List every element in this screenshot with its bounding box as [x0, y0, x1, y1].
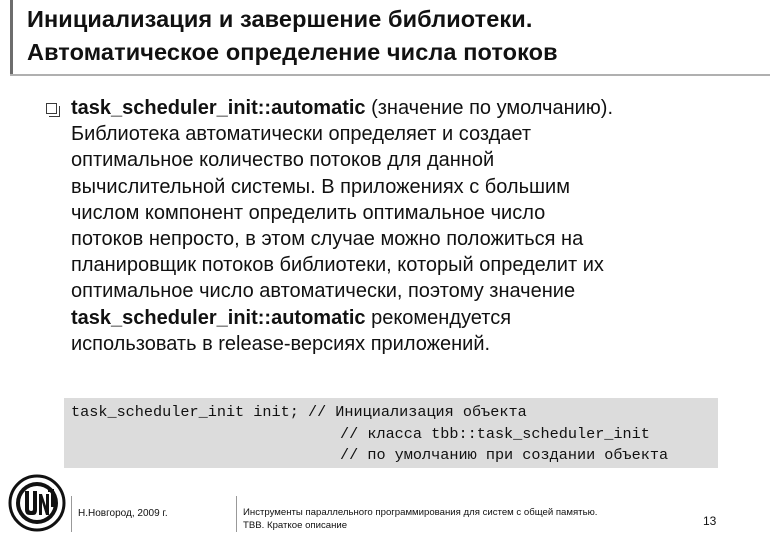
- bullet-text-span: рекомендуется: [365, 306, 512, 329]
- page-number: 13: [703, 514, 717, 528]
- slide-title-line-2: Автоматическое определение числа потоков: [27, 39, 558, 65]
- code-line-3: // по умолчанию при создании объекта: [340, 446, 669, 464]
- footer-course-line-1: Инструменты параллельного программирования для систем с общей памятью.: [243, 507, 598, 518]
- bullet-line-5: числом компонент определить оптимальное число: [71, 201, 546, 224]
- footer-location-date: Н.Новгород, 2009 г.: [78, 508, 168, 519]
- bullet-text: [71, 95, 761, 357]
- footer-course-line-2: TBB. Краткое описание: [243, 520, 348, 531]
- slide-title-line-1: Инициализация и завершение библиотеки.: [27, 6, 533, 32]
- bullet-line-10: использовать в release-версиях приложений.: [71, 332, 491, 355]
- bullet-line-2: Библиотека автоматически определяет и создает: [71, 123, 532, 146]
- bullet-line-4: вычислительной системы. В приложениях с большим: [71, 175, 570, 198]
- bullet-line-8: оптимальное число автоматически, поэтому значение: [71, 280, 576, 303]
- bullet-line-7: планировщик потоков библиотеки, который определит их: [71, 254, 604, 277]
- code-term: task_scheduler_init::automatic: [71, 306, 366, 329]
- code-block: [64, 398, 718, 468]
- bullet-line-1: [71, 95, 761, 121]
- code-line-1: task_scheduler_init init; // Инициализация объекта: [71, 403, 527, 421]
- footer-divider: [71, 496, 72, 532]
- footer-course-info: [243, 506, 597, 532]
- code-line-2: // класса tbb::task_scheduler_init: [340, 425, 650, 443]
- title-bar: [10, 0, 773, 74]
- bullet-line-3: оптимальное количество потоков для данной: [71, 149, 495, 172]
- bullet-line-9: [71, 305, 761, 331]
- bullet-text-span: (значение по умолчанию).: [365, 97, 614, 119]
- bullet-line-6: потоков непросто, в этом случае можно положиться на: [71, 227, 584, 250]
- title-underline: [10, 74, 770, 76]
- footer-divider: [236, 496, 237, 532]
- unn-university-logo-icon: [8, 474, 66, 532]
- code-term: task_scheduler_init::automatic: [71, 97, 366, 119]
- hollow-square-bullet-icon: [46, 103, 57, 114]
